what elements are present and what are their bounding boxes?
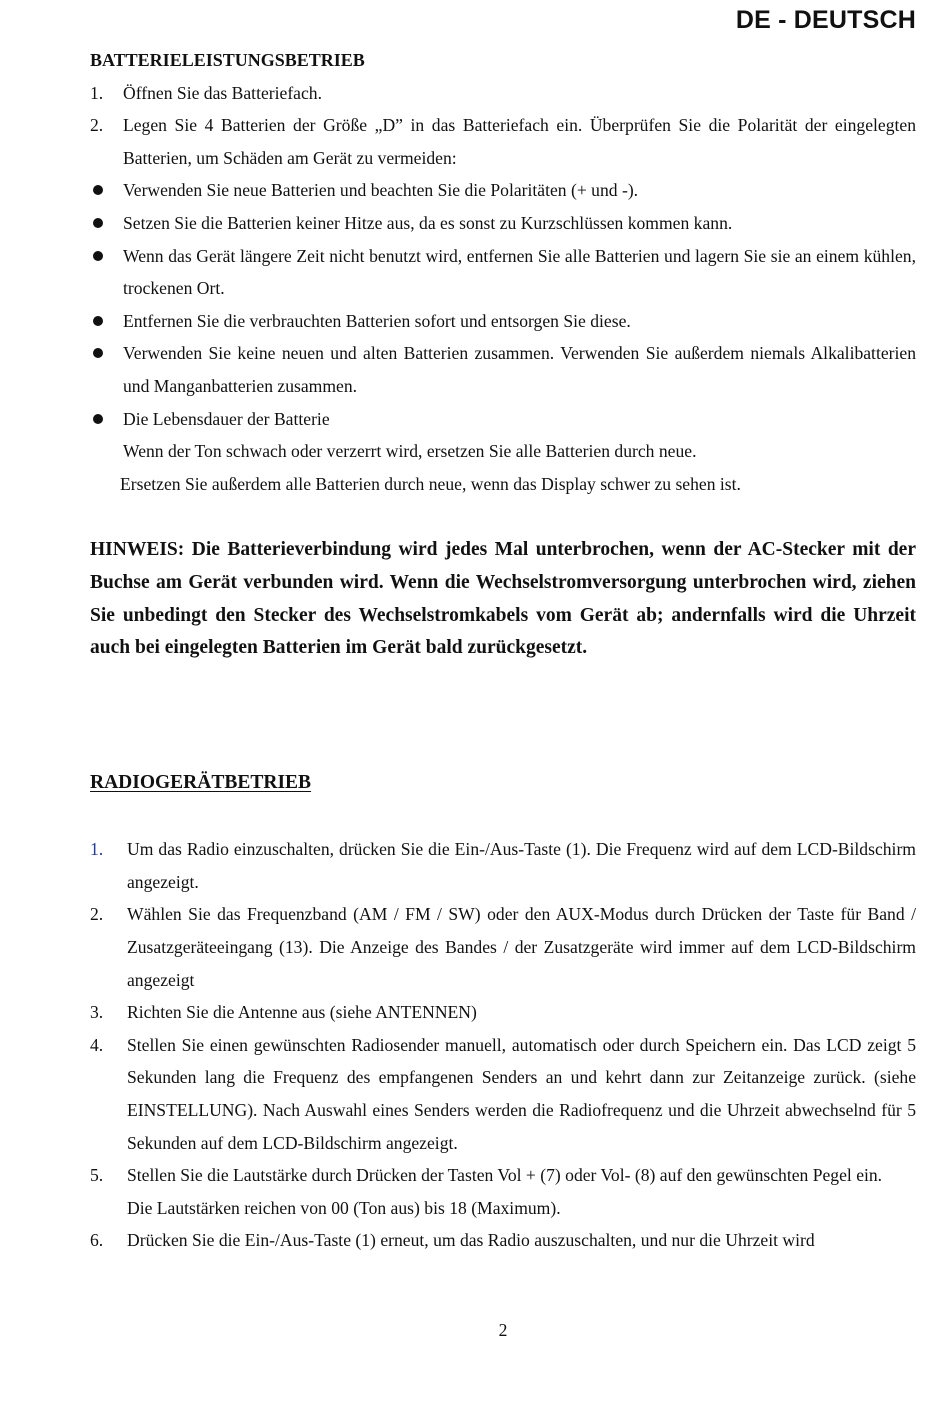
step-number: 2. xyxy=(90,904,104,925)
bullet-item xyxy=(90,174,916,207)
bullet-item xyxy=(90,305,916,338)
step-number: 3. xyxy=(90,1002,104,1023)
step-number: 1. xyxy=(90,82,104,103)
radio-step-6 xyxy=(90,1224,916,1257)
step-number: 1. xyxy=(90,839,104,860)
bullet-text: Verwenden Sie keine neuen und alten Batterien zusammen. Verwenden Sie außerdem niemals Alkalibatterien und Manganbatterien zusammen. xyxy=(123,343,916,396)
radio-steps-list xyxy=(90,833,916,1257)
radio-step-3 xyxy=(90,996,916,1029)
bullet-icon xyxy=(90,403,123,436)
bullet-item xyxy=(90,240,916,305)
battery-life-line-2: Ersetzen Sie außerdem alle Batterien durch neue, wenn das Display schwer zu sehen ist. xyxy=(120,473,741,494)
bullet-icon xyxy=(90,337,123,402)
step-text: Drücken Sie die Ein-/Aus-Taste (1) erneut, um das Radio auszuschalten, und nur die Uhrzeit wird xyxy=(127,1230,815,1251)
note-paragraph: HINWEIS: Die Batterieverbindung wird jedes Mal unterbrochen, wenn der AC-Stecker mit der Buchse am Gerät verbunden wird. Wenn die Wechselstromversorgung unterbrochen wird, ziehen Sie unbedingt den Stecker des Wechselstromkabels vom Gerät ab; andernfalls wird die Uhrzeit auch bei eingelegten Batterien im Gerät bald zurückgesetzt. xyxy=(90,539,916,659)
step-text: Richten Sie die Antenne aus (siehe ANTENNEN) xyxy=(127,1002,477,1023)
step-number: 4. xyxy=(90,1034,104,1055)
bullet-text: Setzen Sie die Batterien keiner Hitze aus, da es sonst zu Kurzschlüssen kommen kann. xyxy=(123,212,733,233)
bullet-item xyxy=(90,207,916,240)
bullet-text: Verwenden Sie neue Batterien und beachten Sie die Polaritäten (+ und -). xyxy=(123,180,639,201)
step-text: Stellen Sie die Lautstärke durch Drücken der Tasten Vol + (7) oder Vol- (8) auf den gewünschten Pegel ein. xyxy=(127,1165,883,1186)
bullet-text: Entfernen Sie die verbrauchten Batterien sofort und entsorgen Sie diese. xyxy=(123,310,631,331)
radio-section-heading: RADIOGERÄTBETRIEB xyxy=(90,771,312,793)
step-number: 2. xyxy=(90,115,104,136)
step-text: Wählen Sie das Frequenzband (AM / FM / SW) oder den AUX-Modus durch Drücken der Taste für Band / Zusatzgeräteeingang (13). Die Anzeige des Bandes / der Zusatzgeräte wird immer auf dem LCD-Bildschirm angezeigt xyxy=(127,904,916,990)
step-text: Um das Radio einzuschalten, drücken Sie die Ein-/Aus-Taste (1). Die Frequenz wird auf dem LCD-Bildschirm angezeigt. xyxy=(127,839,916,892)
radio-step-1 xyxy=(90,833,916,898)
bullet-text: Wenn das Gerät längere Zeit nicht benutzt wird, entfernen Sie alle Batterien und lagern Sie sie an einem kühlen, trockenen Ort. xyxy=(123,245,916,299)
battery-section-heading: BATTERIELEISTUNGSBETRIEB xyxy=(90,50,365,70)
step-text: Legen Sie 4 Batterien der Größe „D” in das Batteriefach ein. Überprüfen Sie die Polarität der eingelegten Batterien, um Schäden am Gerät zu vermeiden: xyxy=(123,115,916,168)
language-header: DE - DEUTSCH xyxy=(735,6,916,34)
step-number: 6. xyxy=(90,1230,104,1251)
bullet-icon xyxy=(90,240,123,305)
step-number: 5. xyxy=(90,1165,104,1186)
battery-life-line-1: Wenn der Ton schwach oder verzerrt wird, ersetzen Sie alle Batterien durch neue. xyxy=(123,441,697,462)
radio-step-5 xyxy=(90,1159,916,1192)
bullet-icon xyxy=(90,207,123,240)
bullet-item xyxy=(90,403,916,436)
bullet-icon xyxy=(90,305,123,338)
bullet-text: Die Lebensdauer der Batterie xyxy=(123,408,330,429)
bullet-item xyxy=(90,337,916,402)
radio-step-4 xyxy=(90,1029,916,1159)
bullet-icon xyxy=(90,174,123,207)
battery-step-2 xyxy=(90,109,916,174)
volume-range-line: Die Lautstärken reichen von 00 (Ton aus) bis 18 (Maximum). xyxy=(127,1197,561,1218)
radio-step-2 xyxy=(90,898,916,996)
page-number: 2 xyxy=(498,1320,508,1340)
battery-step-1 xyxy=(90,77,916,110)
step-text: Stellen Sie einen gewünschten Radiosender manuell, automatisch oder durch Speichern ein. Das LCD zeigt 5 Sekunden lang die Frequenz des empfangenen Senders an und kehrt dann zur Zeitanzeige zurück. (siehe EINSTELLUNG). Nach Auswahl eines Senders werden die Radiofrequenz und die Uhrzeit abwechselnd für 5 Sekunden auf dem LCD-Bildschirm angezeigt. xyxy=(127,1034,916,1153)
step-text: Öffnen Sie das Batteriefach. xyxy=(123,82,322,103)
document-body xyxy=(90,44,916,1257)
